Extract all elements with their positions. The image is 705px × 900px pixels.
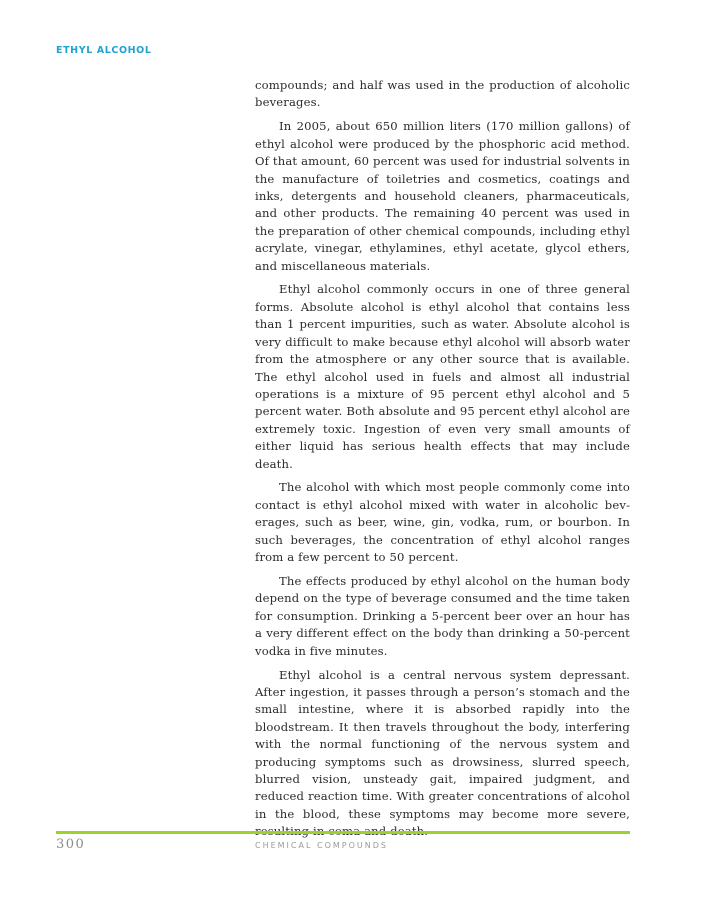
paragraph-continuation: compounds; and half was used in the production of alcoholic beverages. xyxy=(255,78,630,110)
footer-rule xyxy=(56,831,630,834)
body-text xyxy=(255,77,630,847)
paragraph-depressant: Ethyl alcohol is a central nervous system depressant. After ingestion, it passes through a person’s stomach and the small intestine, where it is absorbed rapidly into the bloodstream. It then travels throughout the body, interfering with the normal functioning of the nervous system and producing symptoms such as drowsiness, slurred speech, blurred vision, unsteady gait, impaired judgment, and reduced reaction time. With greater concentrations of alcohol in the blood, these symptoms may become more severe, xyxy=(255,667,630,821)
paragraph-effects: The effects produced by ethyl alcohol on the human body depend on the type of beverage consumed and the time taken for consumption. Drinking a 5-percent beer over an hour has a very different effect on the body than drinking a 50-percent vodka in five minutes. xyxy=(255,573,630,658)
page-number: 300 xyxy=(56,837,86,852)
running-head: ETHYL ALCOHOL xyxy=(56,45,152,56)
paragraph-production: In 2005, about 650 million liters (170 million gallons) of ethyl alcohol were produced by the phosphoric acid method. Of that amount, 60 percent was used for industrial solvents in the manufacture of toiletries and cosmetics, coatings and inks, detergents and household cleaners, pharmaceuticals, and other products. The remaining 40 percent was used in the preparation of other chemical compounds, including ethyl acrylate, vinegar, ethylamines, ethyl acetate, glycol ethers, and miscellaneous materials. xyxy=(255,119,631,273)
paragraph-forms: Ethyl alcohol commonly occurs in one of three general forms. Absolute alcohol is ethyl alcohol that contains less than 1 percent impurities, such as water. Absolute alcohol is very difficult to make because ethyl alcohol will absorb water from the atmosphere or any other source that is available. The ethyl alcohol used in fuels and almost all industrial operations is a mixture of 95 percent ethyl alcohol and 5 percent water. Both absolute and 95 percent ethyl alcohol are extremely toxic. Ingestion of even very small amounts of either liquid has serious health effects that may include death. xyxy=(255,282,630,471)
paragraph-beverages: The alcohol with which most people commonly come into contact is ethyl alcohol mixed with water in alcoholic beverages, such as beer, wine, gin, vodka, rum, or bourbon. In such beverages, the concentration of ethyl alcohol ranges from a few percent to 50 percent. xyxy=(255,480,630,565)
book-title: CHEMICAL COMPOUNDS xyxy=(255,841,388,850)
